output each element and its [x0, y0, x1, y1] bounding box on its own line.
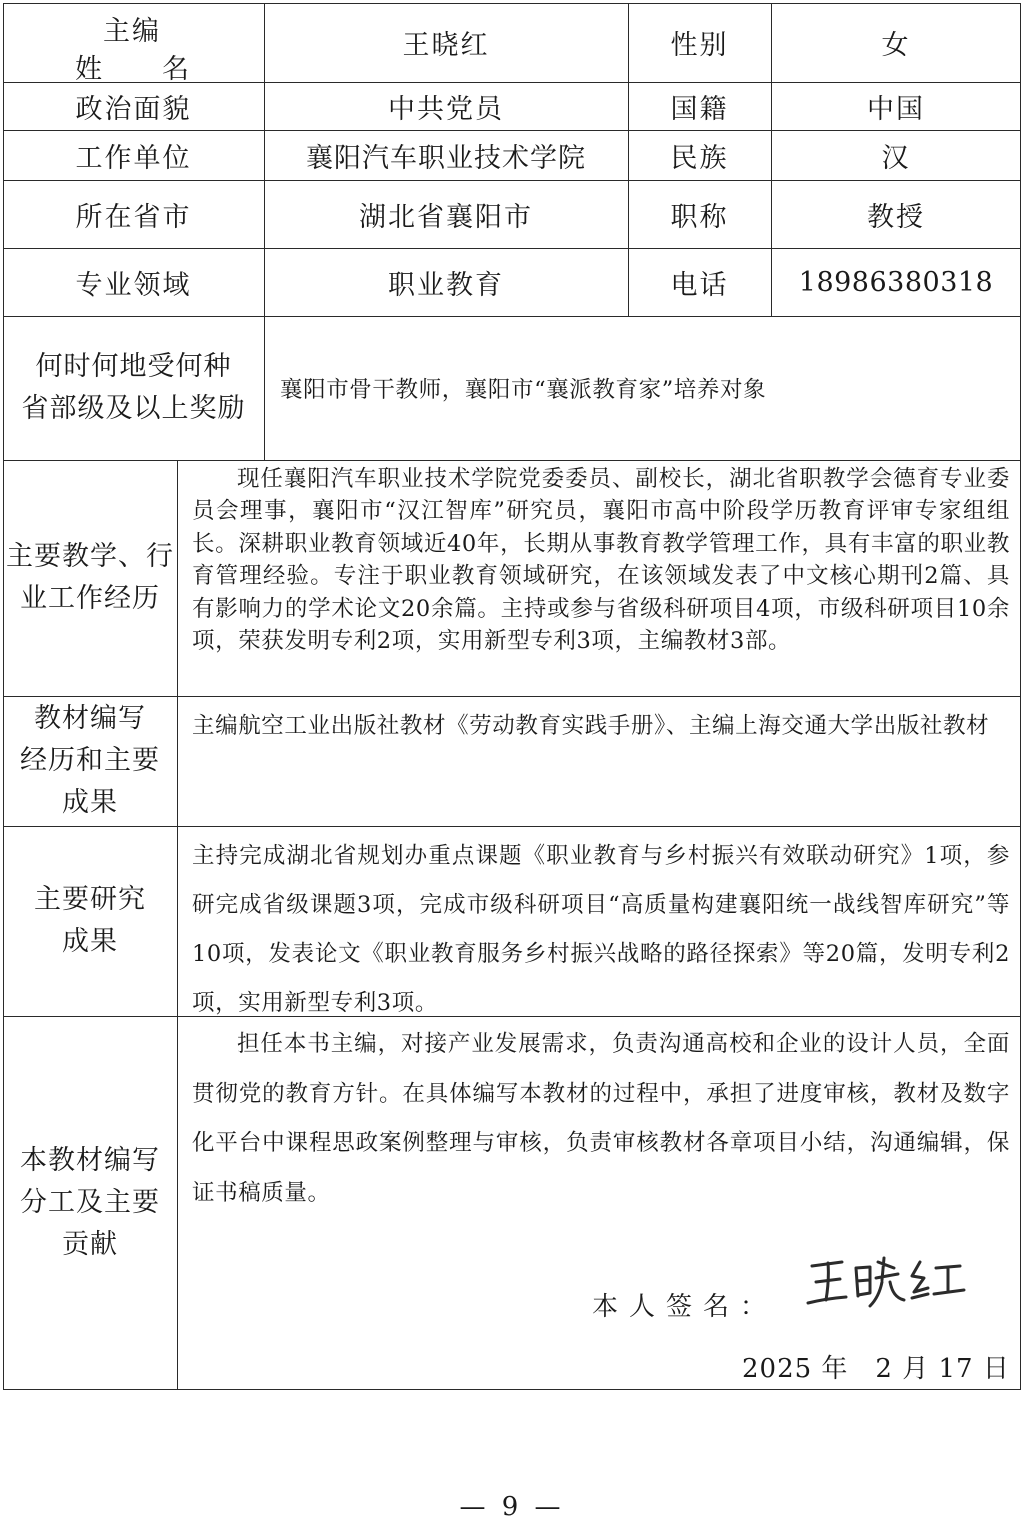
editor-label: 主编 — [103, 16, 161, 47]
phone-label: 电话 — [670, 269, 729, 301]
name-label: 姓 名 — [75, 54, 191, 85]
textbook-label-line1: 教材编写 — [34, 703, 146, 734]
textbook-label-line2: 经历和主要 — [20, 745, 160, 776]
awards-label — [3, 316, 264, 460]
research-label-line2: 成果 — [62, 926, 118, 957]
gender-label: 性别 — [670, 30, 729, 61]
editor-name-label — [3, 3, 264, 85]
textbook-label — [3, 696, 177, 826]
signature-scribble — [798, 1248, 978, 1318]
textbook-text: 主编航空工业出版社教材《劳动教育实践手册》、主编上海交通大学出版社教材 — [192, 713, 990, 739]
awards-value: 襄阳市骨干教师，襄阳市“襄派教育家”培养对象 — [280, 377, 767, 403]
page-number: — 9 — — [459, 1492, 565, 1522]
experience-label-line1: 主要教学、行 — [6, 541, 174, 572]
contribution-label — [3, 1016, 177, 1390]
ethnicity-label: 民族 — [670, 142, 729, 174]
signature-label: 本人签名： — [592, 1292, 778, 1322]
field-value: 职业教育 — [388, 269, 504, 301]
employer-label: 工作单位 — [75, 142, 192, 174]
province-label: 所在省市 — [75, 201, 192, 233]
nationality-label: 国籍 — [670, 93, 729, 125]
awards-label-line1: 何时何地受何种 — [35, 351, 232, 382]
research-label-line1: 主要研究 — [34, 884, 146, 915]
gender-value: 女 — [881, 30, 911, 61]
col-divider — [177, 460, 178, 1390]
experience-text: 现任襄阳汽车职业技术学院党委委员、副校长，湖北省职教学会德育专业委员会理事，襄阳市“汉江智库”研究员，襄阳市高中阶段学历教育评审专家组组长。深耕职业教育领域近40年，长期从事教育教学管理工作，具有丰富的职业教育管理经验。专注于职业教育领域研究，在该领域发表了中文核心期刊2篇、具有影响力的学术论文20余篇。主持或参与省级科研项目4项，市级科研项目10余项，荣获发明专利2项，实用新型专利3项，主编教材3部。 — [192, 466, 1010, 655]
signature-date: 2025 年 2 月 17 日 — [742, 1354, 1010, 1384]
contribution-label-line3: 贡献 — [62, 1229, 118, 1260]
experience-label — [3, 460, 177, 696]
political-label: 政治面貌 — [75, 93, 192, 125]
name-value: 王晓红 — [402, 30, 490, 61]
contribution-label-line2: 分工及主要 — [20, 1187, 160, 1218]
employer-value: 襄阳汽车职业技术学院 — [306, 142, 586, 174]
phone-value: 18986380318 — [798, 266, 994, 298]
research-text: 主持完成湖北省规划办重点课题《职业教育与乡村振兴有效联动研究》1项，参研完成省级课题3项，完成市级科研项目“高质量构建襄阳统一战线智库研究”等10项，发表论文《职业教育服务乡村振兴战略的路径探索》等20篇，发明专利2项，实用新型专利3项。 — [192, 843, 1010, 1016]
experience-label-line2: 业工作经历 — [20, 583, 160, 614]
field-label: 专业领域 — [75, 269, 192, 301]
ethnicity-value: 汉 — [881, 142, 911, 174]
awards-label-line2: 省部级及以上奖励 — [21, 393, 246, 424]
handwritten-signature — [798, 1248, 978, 1318]
research-label — [3, 826, 177, 1016]
title-value: 教授 — [867, 201, 925, 233]
nationality-value: 中国 — [867, 93, 925, 125]
contribution-label-line1: 本教材编写 — [20, 1145, 160, 1176]
textbook-label-line3: 成果 — [62, 787, 118, 818]
political-value: 中共党员 — [388, 93, 504, 125]
province-value: 湖北省襄阳市 — [359, 201, 533, 233]
title-label: 职称 — [670, 201, 729, 233]
contribution-text: 担任本书主编，对接产业发展需求，负责沟通高校和企业的设计人员，全面贯彻党的教育方针。在具体编写本教材的过程中，承担了进度审核，教材及数字化平台中课程思政案例整理与审核，负责审核教材各章项目小结，沟通编辑，保证书稿质量。 — [192, 1031, 1010, 1206]
